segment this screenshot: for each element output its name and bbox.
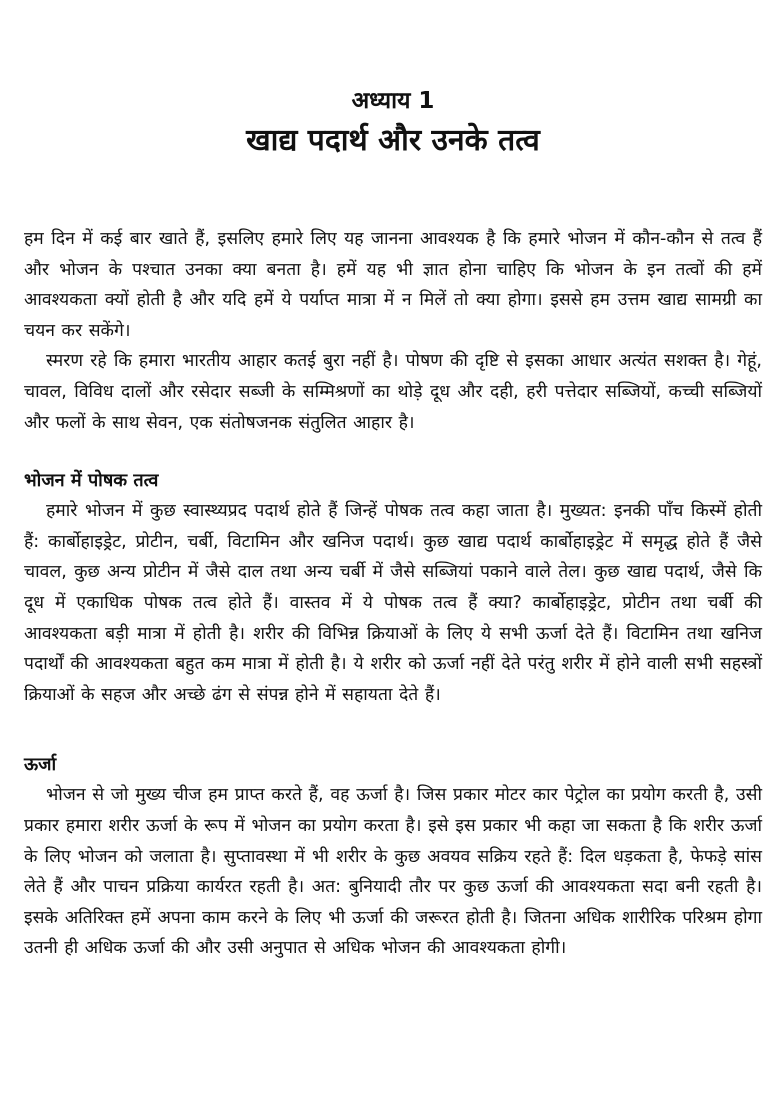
document-page <box>24 84 762 964</box>
section-heading-nutrients: भोजन में पोषक तत्व <box>24 470 159 492</box>
nutrients-section <box>24 466 762 710</box>
section-heading-energy: ऊर्जा <box>24 754 57 776</box>
energy-section <box>24 750 762 964</box>
chapter-number: अध्याय 1 <box>351 88 435 114</box>
intro-paragraph-2: स्मरण रहे कि हमारा भारतीय आहार कतई बुरा नहीं है। पोषण की दृष्टि से इसका आधार अत्यंत सशक्त है। गेहूं, चावल, विविध दालों और रसेदार सब्जी के सम्मिश्रणों का थोड़े दूध और दही, हरी पत्तेदार सब्जियों, कच्ची सब्जियों और फलों के साथ सेवन, एक संतोषजनक संतुलित आहार है। <box>24 351 762 433</box>
intro-section <box>24 224 762 438</box>
chapter-title: खाद्य पदार्थ और उनके तत्व <box>246 123 540 158</box>
energy-paragraph: भोजन से जो मुख्य चीज हम प्राप्त करते हैं, वह ऊर्जा है। जिस प्रकार मोटर कार पेट्रोल का प्रयोग करती है, उसी प्रकार हमारा शरीर ऊर्जा के रूप में भोजन का प्रयोग करता है। इसे इस प्रकार भी कहा जा सकता है कि शरीर ऊर्जा के लिए भोजन को जलाता है। सुप्तावस्था में भी शरीर के कुछ अवयव सक्रिय रहते हैं: दिल धड़कता है, फेफड़े सांस लेते हैं और पाचन प्रक्रिया कार्यरत रहती है। अत: बुनियादी तौर पर कुछ ऊर्जा की आवश्यकता सदा बनी रहती है। इसके अतिरिक्त हमें अपना काम करने के लिए भी ऊर्जा की जरूरत होती है। जितना अधिक शारीरिक परिश्रम होगा उतनी ही अधिक ऊर्जा की और उसी अनुपात से अधिक भोजन की आवश्यकता होगी। <box>24 785 762 959</box>
intro-paragraph-1: हम दिन में कई बार खाते हैं, इसलिए हमारे लिए यह जानना आवश्यक है कि हमारे भोजन में कौन-कौन से तत्व हैं और भोजन के पश्चात उनका क्या बनता है। हमें यह भी ज्ञात होना चाहिए कि भोजन के इन तत्वों की हमें आवश्यकता क्यों होती है और यदि हमें ये पर्याप्त मात्रा में न मिलें तो क्या होगा। इससे हम उत्तम खाद्य सामग्री का चयन कर सकेंगे। <box>24 229 762 341</box>
nutrients-paragraph: हमारे भोजन में कुछ स्वास्थ्यप्रद पदार्थ होते हैं जिन्हें पोषक तत्व कहा जाता है। मुख्यत: इनकी पाँच किस्में होती हैं: कार्बोहाइड्रेट, प्रोटीन, चर्बी, विटामिन और खनिज पदार्थ। कुछ खाद्य पदार्थ कार्बोहाइड्रेट में समृद्ध होते हैं जैसे चावल, कुछ अन्य प्रोटीन में जैसे दाल तथा अन्य चर्बी में जैसे सब्जियां पकाने वाले तेल। कुछ खाद्य पदार्थ, जैसे कि दूध में एकाधिक पोषक तत्व होते हैं। वास्तव में ये पोषक तत्व हैं क्या? कार्बोहाइड्रेट, प्रोटीन तथा चर्बी की आवश्यकता बड़ी मात्रा में होती है। शरीर की विभिन्न क्रियाओं के लिए ये सभी ऊर्जा देते हैं। विटामिन तथा खनिज पदार्थों की आवश्यकता बहुत कम मात्रा में होती है। ये शरीर को ऊर्जा नहीं देते परंतु शरीर में होने वाली सभी सहस्त्रों क्रियाओं के सहज और अच्छे ढंग से संपन्न होने में सहायता देते हैं। <box>24 501 762 705</box>
